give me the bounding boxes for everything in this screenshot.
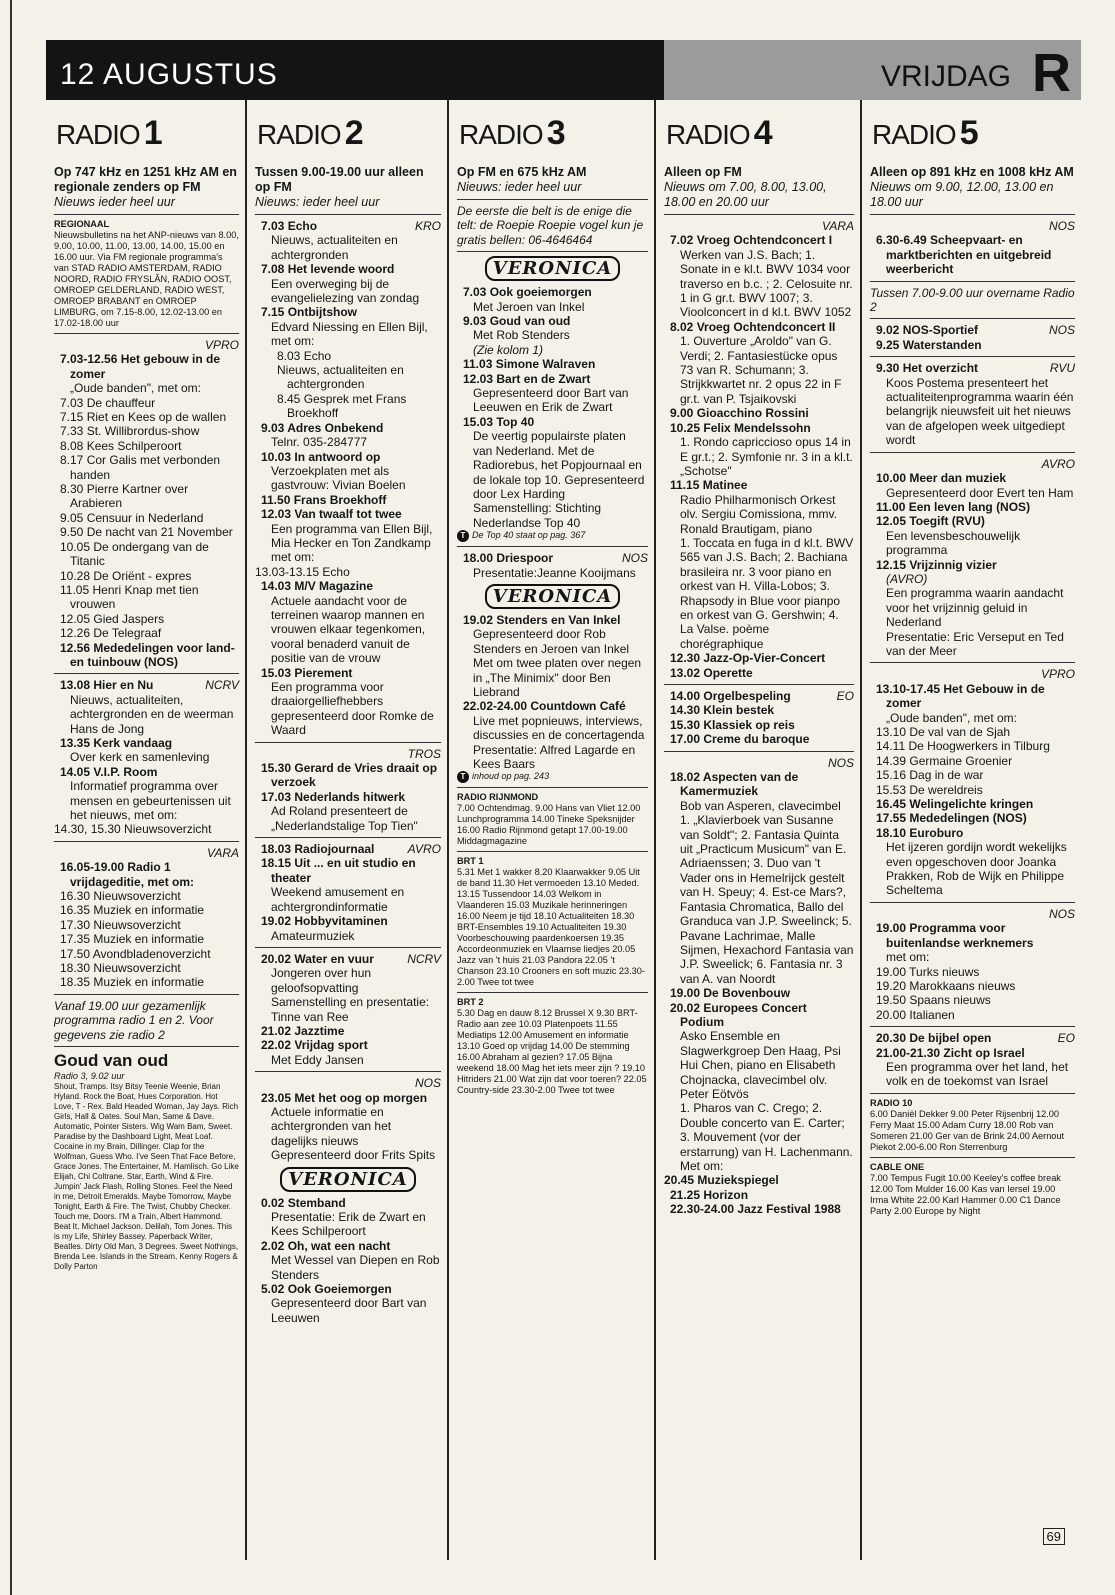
list-item: 15.16 Dag in de war (876, 768, 984, 783)
program-toegift: 12.05 Toegift (RVU) (876, 514, 985, 529)
stenders-text2: Met om twee platen over negen in „The Minimix" door Ben Liebrand (473, 656, 642, 699)
oog-text: Actuele informatie en achtergronden van het dagelijks nieuws (271, 1104, 392, 1148)
list-item: 10.05 De ondergang van de Titanic (60, 539, 209, 569)
list-item: 7.15 Riet en Kees op de wallen (60, 410, 227, 425)
meer-text: Gepresenteerd door Evert ten Ham (886, 485, 1074, 500)
program-water: 9.25 Waterstanden (876, 337, 982, 352)
goud-text: Met Rob Stenders (473, 328, 570, 343)
broadcaster-avro: AVRO (1041, 456, 1075, 471)
header-date-block (46, 40, 664, 100)
radio-3-title: RADIO 3 (459, 114, 565, 152)
veronica-logo: VERONICA (457, 258, 648, 279)
radio-1-title: RADIO 1 (56, 114, 162, 152)
program-festival: 22.30-24.00 Jazz Festival 1988 (670, 1202, 841, 1217)
program-vroeg1: 7.02 Vroeg Ochtendconcert I (670, 233, 833, 248)
goei-text: Gepresenteerd door Bart van Leeuwen (271, 1296, 427, 1325)
program-hitwerk: 17.03 Nederlands hitwerk (261, 789, 406, 804)
program-pierement: 15.03 Pierement (261, 665, 353, 680)
overzicht-text: Koos Postema presenteert het actualiteitenprogramma waarin één belangrijk nieuwsfeit uit het nieuws van de afgelopen week uitgediept wordt (886, 375, 1074, 448)
program-ook: 7.03 Ook goeiemorgen (463, 285, 592, 300)
ontbijt-text: Edvard Niessing en Ellen Bijl, met om: (271, 319, 428, 349)
aspect-text: Bob van Asperen, clavecimbel (680, 798, 841, 813)
regionaal-title: REGIONAAL (54, 219, 110, 229)
column-radio-1 (46, 100, 245, 1560)
radio-5-intro: Alleen op 891 kHz en 1008 kHz AM Nieuws om 9.00, 12.00, 13.00 en 18.00 uur (870, 165, 1074, 209)
countdown-text: Live met popnieuws, interviews, discussies en de concertagenda (473, 713, 645, 743)
program-operette: 13.02 Operette (670, 665, 753, 680)
program-stem: 0.02 Stemband (261, 1195, 346, 1210)
water-text: Jongeren over hun geloofsopvatting (271, 966, 372, 995)
program-water: 20.02 Water en vuur NCRV (261, 951, 441, 966)
program-meded: 17.55 Mededelingen (NOS) (876, 811, 1027, 826)
program-spiegel: 20.45 Muziekspiegel (664, 1173, 779, 1188)
vrijz-text2: Presentatie: Eric Verseput en Ted van der Meer (886, 629, 1064, 658)
program-matinee: 11.15 Matinee (670, 478, 748, 493)
antwoord-text: Verzoekplaten met als gastvrouw: Vivian Boelen (271, 463, 406, 493)
list-item: 20.00 Italianen (876, 1007, 955, 1022)
list-item: 8.17 Cor Galis met verbonden handen (60, 453, 221, 482)
broadcaster-vpro: VPRO (204, 338, 239, 352)
program-frans: 11.50 Frans Broekhoff (261, 492, 387, 507)
vrijdag-items (54, 889, 239, 990)
tv-guide-page (46, 40, 1081, 1560)
broadcaster-nos: NOS (827, 755, 854, 770)
ontbijt-items (255, 349, 441, 421)
program-vip: 14.05 V.I.P. Room (60, 764, 158, 779)
broadcaster-vara: VARA (821, 219, 854, 233)
list-item: 16.35 Muziek en informatie (60, 903, 205, 918)
vip-om: 14.30, 15.30 Nieuwsoverzicht (54, 822, 212, 837)
program-felix: 10.25 Felix Mendelssohn (670, 420, 811, 435)
program-jazzop: 12.30 Jazz-Op-Vier-Concert (670, 651, 826, 666)
countdown-note: T inhoud op pag. 243 (457, 771, 648, 783)
program-kringen: 16.45 Welingelichte kringen (876, 797, 1034, 812)
goud-text: Shout, Tramps. Itsy Bitsy Teenie Weenie, Brian Hyland. Rock the Boat, Hues Corporation. Hot Love, T - Rex. Bald Headed Woman, Jay Jays. Rich Girls, Hall & Oates. Soul Man, Same & Dave. Automatic, Pointer Sisters. Wig Wam Bam, Sweet. Paradise by the Dashboard Light, Meat Loaf. Cocaine in my Brain, Dillinger. Clap for the Wolfman, Guess Who. I've Seen That Face Before, Grace Jones. The Entertainer, M. Hamlisch. Go Like Elijah, Chi Coltrane. Star, Earth, Wind & Fire. Jumpin' Jack Flash, Rolling Stones. Feel the Need in me, Detroit Emeralds. Maybe Tomorrow, Maybe Tonight, Earth & Fire. The Twist, Chubby Checker. Touch me, Doors. I'M a Train, Albert Hammond. Beat It, Michael Jackson. Delilah, Tom Jones. This is my Life, Shirley Bassey. Paperback Writer, Beatles. Dirty Old Man, 3 Degrees. Sweet Nothings, Brenda Lee. Islands in the Stream, Kenny Rogers & Dolly Parton (54, 1082, 239, 1272)
adres-text: Telnr. 035-284777 (271, 435, 368, 450)
program-europees: 20.02 Europees Concert Podium (670, 1000, 807, 1029)
program-meer: 10.00 Meer dan muziek (876, 471, 1007, 486)
mv-text: Actuele aandacht voor de terreinen waarop mannen en vrouwen elkaar tegenkomen, vooral benaderd vanuit de positie van de vrouw (271, 593, 426, 666)
program-euro: 18.10 Euroburo (876, 825, 964, 840)
list-item: 8.45 Gesprek met Frans Broekhoff (277, 391, 407, 421)
regionaal-text: Nieuwsbulletins na het ANP-nieuws van 8.00, 9.00, 10.00, 11.00, 13.00, 14.00, 15.00 en 16.00 uur. Via FM regionale programma's van STAD RADIO AMSTERDAM, RADIO NOORD, RADIO FRYSLÂN, RADIO OOST, OMROEP GELDERLAND, RADIO WEST, OMROEP BRABANT en OMROEP LIMBURG, om 7.15-8.00, 12.02-13.00 en 17.02-18.00 uur (54, 230, 239, 328)
gebouw-sub: „Oude banden", met om: (886, 710, 1017, 725)
column-radio-5 (860, 100, 1081, 1560)
top-text: De veertig populairste platen van Nederland. Met de Radiorebus, het Popjournaal en de lokale top 10. Gepresenteerd door Lex Harding (473, 429, 645, 501)
brt1-title: BRT 1 (457, 856, 484, 867)
program-woord: 7.08 Het levende woord (261, 262, 395, 277)
cable-title: CABLE ONE (870, 1161, 925, 1172)
list-item: 19.00 Turks nieuws (876, 964, 980, 979)
cable-text: 7.00 Tempus Fugit 10.00 Keeley's coffee break 12.00 Tom Mulder 16.00 Kas van Iersel 19.00 Irma White 22.00 Karl Hammer 0.00 C1 Dance Party 2.00 Europe by Night (870, 1172, 1061, 1216)
program-klass: 15.30 Klassiek op reis (670, 717, 795, 732)
bart-text: Gepresenteerd door Bart van Leeuwen en Erik de Zwart (473, 386, 629, 415)
stem-text: Presentatie: Erik de Zwart en Kees Schilperoort (271, 1210, 426, 1239)
broadcaster-vara: VARA (206, 845, 239, 860)
israel-text: Een programma over het land, het volk en de toekomst van Israel (886, 1059, 1069, 1089)
program-twaalf: 12.03 Van twaalf tot twee (261, 507, 402, 522)
echo-text: Nieuws, actualiteiten en achtergronden (271, 233, 398, 262)
program-creme: 17.00 Creme du baroque (670, 732, 810, 747)
gebouw-items (54, 396, 239, 641)
program-countdown: 22.02-24.00 Countdown Café (463, 699, 626, 714)
program-ontbijt: 7.15 Ontbijtshow (261, 305, 358, 320)
hobby-text: Amateurmuziek (271, 928, 355, 943)
radio10-text: 6.00 Daniël Dekker 9.00 Peter Rijsenbrij 12.00 Ferry Maat 15.00 Adam Curry 18.00 Rob van Someren 21.00 Ger van de Brink 24.00 Aernout Piekot 2.00-6.00 Ron Sterrenburg (870, 1108, 1065, 1152)
radio-5-title: RADIO 5 (872, 114, 978, 152)
program-oog: 23.05 Met het oog op morgen (261, 1090, 428, 1105)
sport-text: Met Eddy Jansen (271, 1052, 364, 1067)
kerk-text: Over kerk en samenleving (70, 750, 210, 765)
hitwerk-text: Ad Roland presenteert de „Nederlandstalige Top Tien" (271, 804, 418, 833)
top-text2: Samenstelling: Stichting Nederlandse Top 40 (473, 501, 602, 530)
list-item: 19.20 Marokkaans nieuws (876, 978, 1016, 993)
program-journaal: 18.03 Radiojournaal AVRO (261, 842, 441, 857)
euro-text: Het ijzeren gordijn wordt wekelijks even opgeschoven door Joanka Prakken, Rob de Wijk en Philippe Scheltema (886, 840, 1067, 898)
gebouw-items (870, 725, 1075, 797)
list-item: 14.39 Germaine Groenier (876, 753, 1013, 768)
list-item: 14.11 De Hoogwerkers in Tilburg (876, 739, 1050, 754)
program-gebouw-sub: „Oude banden", met om: (70, 381, 201, 396)
pierement-text: Een programma voor draaiorgelliefhebbers gepresenteerd door Romke de Waard (271, 680, 434, 738)
column-radio-2 (245, 100, 447, 1560)
goud-it: (Zie kolom 1) (473, 342, 544, 357)
oog-text2: Gepresenteerd door Frits Spits (271, 1148, 436, 1163)
brt2-text: 5.30 Dag en dauw 8.12 Brussel X 9.30 BRT-Radio aan zee 10.03 Platenpoets 11.55 Mediatips 12.00 Amusement en informatie 13.10 Goed op vrijdag 14.00 De stemming 16.00 Abraham al gezien? 17.05 Bijna weekend 18.00 Mag het iets meer zijn ? 19.10 Hitriders 21.00 Wat zijn dat voor toeren? 22.05 Country-side 23.30-2.00 Twee tot twee (457, 1008, 647, 1096)
brt2-title: BRT 2 (457, 997, 484, 1008)
aspect-text2: 1. „Klavierboek van Susanne van Soldt"; 2. Fantasia Quinta uit „Practicum Musicum" van E. Adriaenssen; 3. Duo van 't Vader ons in Hemelrijck gestelt van H. Speuy; 4. Est-ce Mars?, Fantasia Chromatica, Ballo del Granduca van J.P. Sweelinck; 5. Pavane Lachrimae, Malle Sijmen, Hexachord Fantasia van J.P. Sweelick; 6. Fantasia nr. 3 van A. van Noordt (680, 813, 854, 986)
page-number: 69 (1043, 1528, 1065, 1545)
list-item: 7.03 De chauffeur (60, 395, 156, 410)
program-rossini: 9.00 Gioacchino Rossini (670, 406, 809, 421)
broadcaster-nos: NOS (1048, 219, 1075, 233)
list-item: 9.05 Censuur in Nederland (60, 510, 204, 525)
broadcaster-tros: TROS (407, 746, 441, 761)
program-gerard: 15.30 Gerard de Vries draait op verzoek (261, 761, 438, 790)
program-vroeg2: 8.02 Vroeg Ochtendconcert II (670, 319, 836, 334)
twaalf-text: Een programma van Ellen Bijl, Mia Hecker en Ton Zandkamp (271, 521, 433, 550)
list-item: 16.30 Nieuwsoverzicht (60, 889, 181, 904)
list-item: 10.28 De Oriënt - expres (60, 568, 192, 583)
buit-om: met om: (886, 950, 930, 965)
europees-text2: 1. Pharos van C. Crego; 2. Double concerto van E. Carter; 3. Mouvement (vor der erstarrung) van H. Lachenmann. Met om: (680, 1101, 853, 1173)
program-gebouw: 13.10-17.45 Het Gebouw in de zomer (876, 681, 1045, 711)
program-goei: 5.02 Ook Goeiemorgen (261, 1282, 392, 1297)
list-item: 8.03 Echo (277, 348, 332, 363)
belt-note: De eerste die belt is de enige die telt: de Roepie Roepie vogel kun je gratis bellen: 06-4646464 (457, 204, 644, 247)
list-item: 12.05 Gied Jaspers (60, 611, 165, 626)
list-item: 13.10 De val van de Sjah (876, 725, 1011, 739)
list-item: 17.50 Avondbladenoverzicht (60, 946, 211, 961)
list-item: 8.08 Kees Schilperoort (60, 438, 182, 453)
program-stenders: 19.02 Stenders en Van Inkel (463, 612, 621, 627)
radio-4-title: RADIO 4 (666, 114, 772, 152)
list-item: 12.26 De Telegraaf (60, 626, 162, 641)
program-echo: 7.03 Echo KRO (261, 219, 441, 233)
program-adres: 9.03 Adres Onbekend (261, 420, 384, 435)
left-margin-strip (0, 0, 12, 1595)
program-buit: 19.00 Programma voor buitenlandse werknemers (876, 921, 1034, 950)
nacht-text: Met Wessel van Diepen en Rob Stenders (271, 1253, 440, 1282)
goud-sub: Radio 3, 9.02 uur (54, 1071, 125, 1082)
vip-text: Informatief programma over mensen en gebeurtenissen uit het nieuws, met om: (70, 779, 231, 822)
radio-4-intro: Alleen op FM Nieuws om 7.00, 8.00, 13.00, 18.00 en 20.00 uur (664, 165, 827, 209)
program-antwoord: 10.03 In antwoord op (261, 449, 381, 464)
header-bar (46, 40, 1081, 103)
program-aspect: 18.02 Aspecten van de Kamermuziek (670, 770, 799, 799)
program-vrijz: 12.15 Vrijzinnig vizier (876, 557, 997, 572)
stenders-text: Gepresenteerd door Rob Stenders en Jeroen van Inkel (473, 627, 630, 656)
program-sport: 22.02 Vrijdag sport (261, 1038, 368, 1053)
program-boven: 19.00 De Bovenbouw (670, 986, 791, 1001)
list-item: 18.35 Muziek en informatie (60, 975, 205, 990)
program-simone: 11.03 Simone Walraven (463, 357, 596, 372)
program-horizon: 21.25 Horizon (670, 1187, 749, 1202)
twaalf-echo: 13.03-13.15 Echo (255, 564, 350, 579)
top-note: T De Top 40 staat op pag. 367 (457, 530, 648, 542)
program-sportief: 9.02 NOS-Sportief NOS (876, 323, 1075, 338)
radio-3-intro: Op FM en 675 kHz AM Nieuws: ieder heel uur (457, 165, 587, 194)
program-nacht: 2.02 Oh, wat een nacht (261, 1238, 391, 1253)
broadcaster-nos: NOS (414, 1076, 441, 1091)
program-top: 15.03 Top 40 (463, 414, 535, 429)
broadcaster-nos-3: NOS (1048, 906, 1075, 921)
felix-text: 1. Rondo capriccioso opus 14 in E gr.t.; 2. Symfonie nr. 3 in a kl.t. „Schotse" (680, 435, 853, 478)
matinee-text2: 1. Toccata en fuga in d kl.t. BWV 565 van J.S. Bach; 2. Bachiana brasileira nr. 3 voor piano en orkest van H. Villa-Lobos; 3. Rhapsody in Blue voor pianpo en orkest van G. Gershwin; 4. La Valse. poème chorégraphique (680, 535, 854, 651)
vanaf-note: Vanaf 19.00 uur gezamenlijk programma radio 1 en 2. Voor gegevens zie radio 2 (54, 998, 214, 1042)
program-bijbel: 20.30 De bijbel open EO (876, 1031, 1075, 1046)
water-text2: Samenstelling en presentatie: Tinne van Ree (271, 995, 430, 1024)
veronica-logo-2: VERONICA (457, 586, 648, 607)
toegift-text: Een levensbeschouwelijk programma (886, 528, 1021, 558)
program-uit: 18.15 Uit ... en uit studio en theater (261, 856, 416, 885)
program-vrijdageditie: 16.05-19.00 Radio 1 vrijdageditie, met om: (60, 860, 195, 889)
program-hobby: 19.02 Hobbyvitaminen (261, 914, 388, 929)
list-item: 9.50 De nacht van 21 November (60, 525, 233, 540)
ook-text: Met Jeroen van Inkel (473, 299, 585, 314)
header-letter: R (1032, 43, 1071, 103)
list-item: Nieuws, actualiteiten en achtergronden (277, 363, 404, 392)
list-item: 17.30 Nieuwsoverzicht (60, 917, 181, 932)
program-dries: 18.00 Driespoor NOS (463, 551, 648, 566)
vrijz-text: Een programma waarin aandacht voor het vrijzinnig geluid in Nederland (886, 586, 1064, 630)
program-israel: 21.00-21.30 Zicht op Israel (876, 1045, 1025, 1060)
radio-2-title: RADIO 2 (257, 114, 363, 152)
list-item: 11.05 Henri Knap met tien vrouwen (60, 582, 199, 612)
program-bart: 12.03 Bart en de Zwart (463, 371, 591, 386)
program-leven: 11.00 Een leven lang (NOS) (876, 499, 1031, 514)
vroeg1-text: Werken van J.S. Bach; 1. Sonate in e kl.t. BWV 1034 voor traverso en b.c. ; 2. Celosuite nr. 1 in G gr.t. BWV 1007; 3. Vioolconcert in d kl.t. BWV 1052 (680, 247, 853, 320)
header-day-block (664, 40, 1081, 103)
program-mededelingen: 12.56 Mededelingen voor land- en tuinbouw (NOS) (60, 640, 235, 669)
program-orgel: 14.00 Orgelbespeling EO (670, 689, 854, 703)
column-radio-3 (447, 100, 654, 1560)
tussen-note: Tussen 7.00-9.00 uur overname Radio 2 (870, 285, 1075, 315)
column-radio-4 (654, 100, 860, 1560)
list-item: 18.30 Nieuwsoverzicht (60, 961, 181, 976)
program-jazz: 21.02 Jazztime (261, 1023, 345, 1038)
buit-items (870, 965, 1075, 1023)
program-kerk: 13.35 Kerk vandaag (60, 735, 173, 750)
goud-title: Goud van oud (54, 1051, 169, 1071)
woord-text: Een overweging bij de evangelielezing van zondag (271, 276, 420, 306)
rijnmond-text: 7.00 Ochtendmag. 9.00 Hans van Vliet 12.00 Lunchprogramma 14.00 Tineke Speksnijder 16.00 Radio Rijnmond getapt 17.00-19.00 Middagmagazine (457, 803, 641, 847)
matinee-text: Radio Philharmonisch Orkest olv. Sergiu Comissiona, mmv. Ronald Brautigam, piano (680, 492, 837, 536)
radio-1-intro: Op 747 kHz en 1251 kHz AM en regionale zenders op FM Nieuws ieder heel uur (54, 165, 237, 209)
program-mv: 14.03 M/V Magazine (261, 579, 374, 594)
uit-text: Weekend amusement en achtergrondinformatie (271, 885, 405, 914)
program-goud: 9.03 Goud van oud (463, 314, 571, 329)
program-scheep: 6.30-6.49 Scheepvaart- en marktberichten en uitgebreid weerbericht (876, 233, 1052, 277)
veronica-logo: VERONICA (255, 1169, 441, 1190)
program-overzicht: 9.30 Het overzicht RVU (876, 361, 1075, 376)
europees-text: Asko Ensemble en Slagwerkgroep Den Haag, Psi Hui Chen, piano en Elisabeth Chojnacka, clavecimbel olv. Peter Eötvös (680, 1029, 841, 1101)
countdown-text2: Presentatie: Alfred Lagarde en Kees Baars (473, 742, 636, 771)
list-item: 8.30 Pierre Kartner over Arabieren (60, 482, 189, 511)
twaalf-om: met om: (271, 550, 315, 565)
hier-text: Nieuws, actualiteiten, achtergronden en de weerman Hans de Jong (70, 692, 234, 736)
program-gebouw: 7.03-12.56 Het gebouw in de zomer (60, 352, 221, 381)
program-hier-en-nu: 13.08 Hier en Nu NCRV (60, 678, 239, 693)
list-item: 7.33 St. Willibrordus-show (60, 424, 200, 439)
radio-2-intro: Tussen 9.00-19.00 uur alleen op FM Nieuws: ieder heel uur (255, 165, 424, 209)
header-day: VRIJDAG (880, 60, 1011, 93)
program-klein: 14.30 Klein bestek (670, 703, 775, 718)
list-item: 15.53 De wereldreis (876, 782, 983, 797)
rijnmond-title: RADIO RIJNMOND (457, 792, 539, 803)
broadcaster-vpro: VPRO (1040, 667, 1075, 682)
brt1-text: 5.31 Met 1 wakker 8.20 Klaarwakker 9.05 Uit de band 11.30 Het vermoeden 13.10 Meded. 13.15 Tussendoor 14.03 Welkom in Vlaanderen 15.03 Muzikale herinneringen 16.00 Neem je tijd 18.10 Actualiteiten 18.30 BRT-Ensembles 19.10 Actualiteiten 19.30 Voorbeschouwing paardenkoersen 19.35 Accordeonmuziek en Vlaamse liedjes 20.05 Jazz van 't huis 21.03 Pandora 22.05 't Chanson 23.10 Crooners en soft muzic 23.30-2.00 Twee tot twee (457, 867, 645, 988)
vroeg2-text: 1. Ouverture „Aroldo" van G. Verdi; 2. Fantasiestücke opus 73 van R. Schumann; 3. Strijkkwartet nr. 2 opus 22 in F gr.t. van P. Tsjaikovski (680, 334, 842, 406)
list-item: 17.35 Muziek en informatie (60, 932, 205, 947)
columns (46, 100, 1081, 1560)
list-item: 19.50 Spaans nieuws (876, 993, 991, 1008)
dries-text: Presentatie:Jeanne Kooijmans (473, 565, 636, 580)
vrijz-avro: (AVRO) (886, 571, 928, 586)
header-date: 12 AUGUSTUS (60, 58, 278, 91)
radio10-title: RADIO 10 (870, 1097, 913, 1108)
